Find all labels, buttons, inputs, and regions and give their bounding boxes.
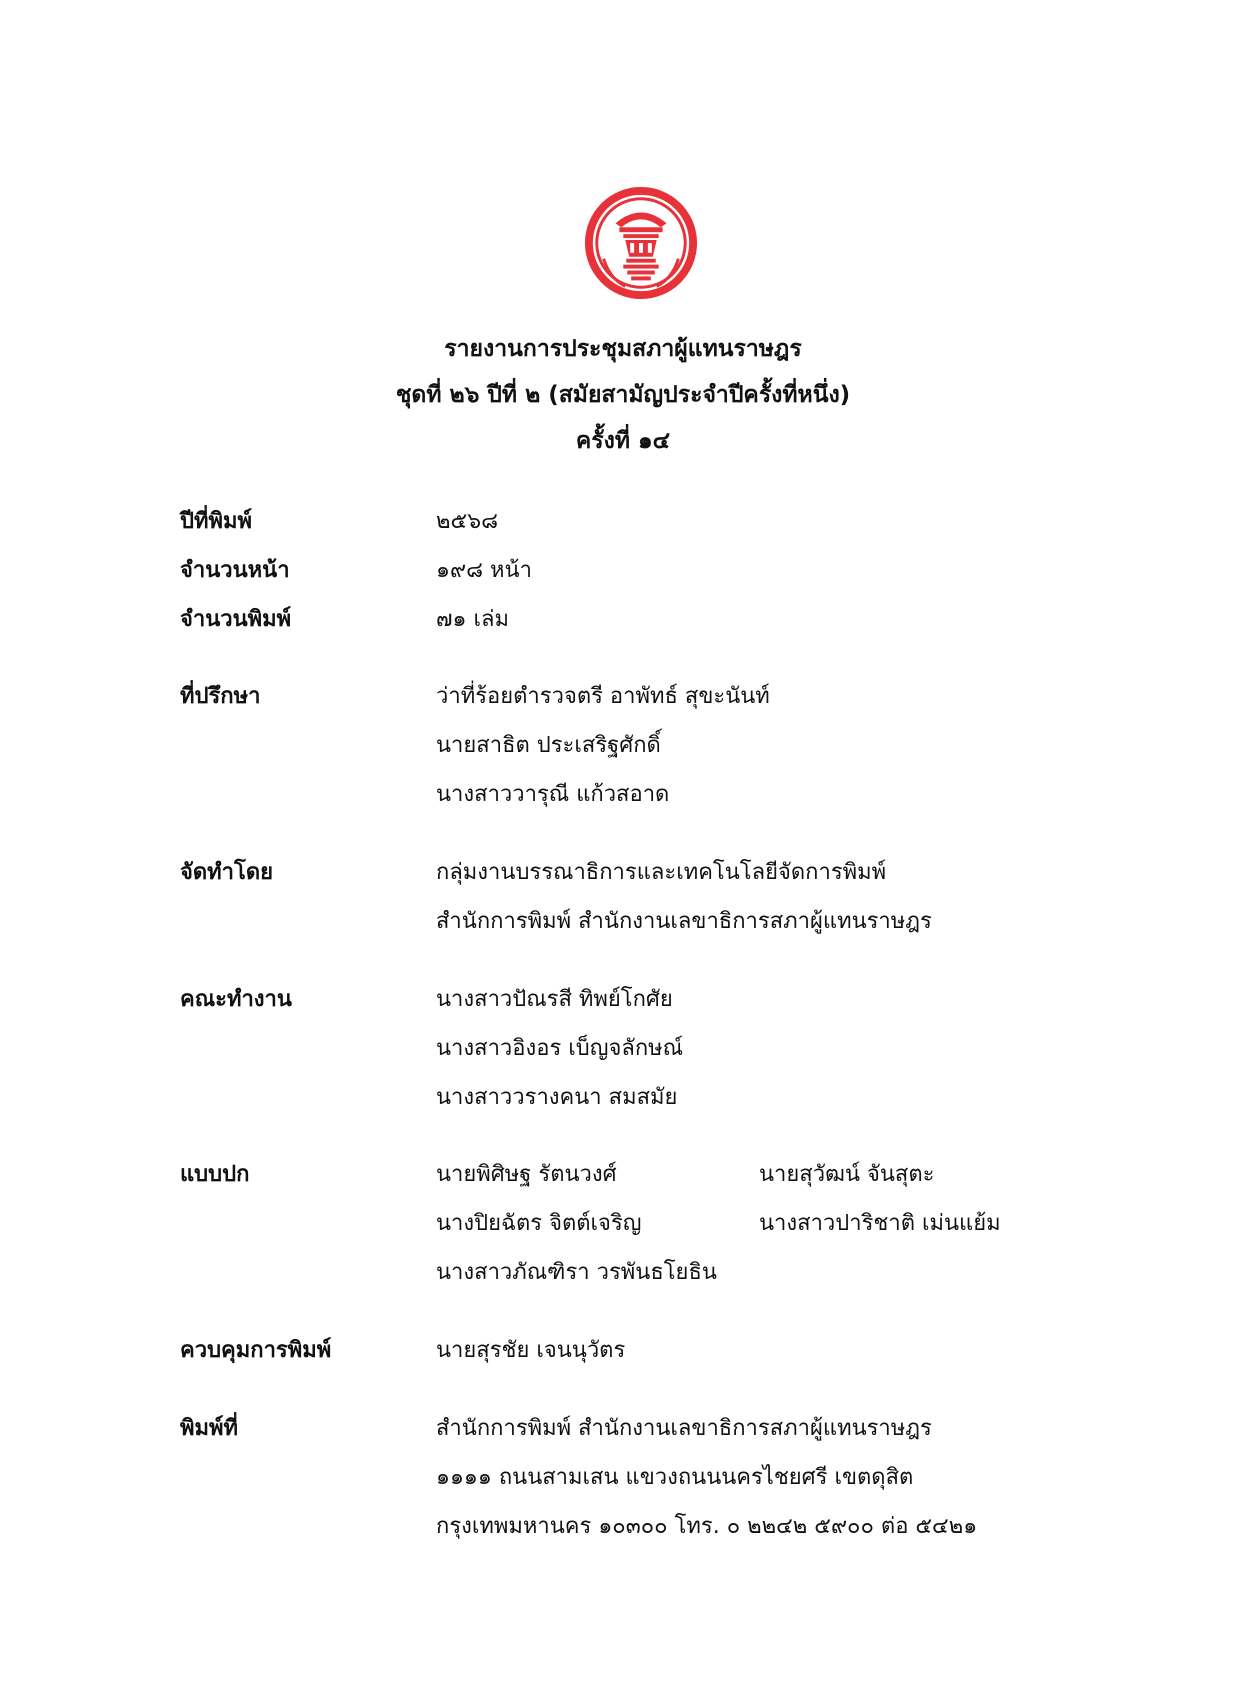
team-member-name: นางสาวปัณรสี ทิพย์โกศัย [436, 987, 673, 1012]
year-label: ปีที่พิมพ์ [180, 509, 252, 534]
prepared-by-line: กลุ่มงานบรรณาธิการและเทคโนโลยีจัดการพิมพ์ [436, 860, 887, 885]
pages-value: ๑๙๘ หน้า [436, 558, 532, 583]
advisor-name: นายสาธิต ประเสริฐศักดิ์ [436, 733, 661, 758]
year-value: ๒๕๖๘ [436, 509, 499, 534]
cover-designer-name: นางสาวภัณฑิรา วรพันธโยธิน [436, 1260, 717, 1285]
print-control-label: ควบคุมการพิมพ์ [180, 1338, 332, 1363]
printed-at-line: กรุงเทพมหานคร ๑๐๓๐๐ โทร. ๐ ๒๒๔๒ ๕๙๐๐ ต่อ ๕๔๒๑ [436, 1514, 978, 1539]
title-line-3: ครั้งที่ ๑๔ [575, 428, 671, 454]
print-control-value: นายสุรชัย เจนนุวัตร [436, 1338, 626, 1363]
title-line-2: ชุดที่ ๒๖ ปีที่ ๒ (สมัยสามัญประจำปีครั้งที่หนึ่ง) [395, 382, 851, 408]
team-member-name: นางสาวอิงอร เบ็ญจลักษณ์ [436, 1036, 684, 1061]
cover-designer-name: นายสุวัฒน์ จันสุตะ [759, 1162, 935, 1187]
team-member-name: นางสาววรางคนา สมสมัย [436, 1085, 678, 1110]
cover-design-label: แบบปก [180, 1162, 250, 1187]
cover-designer-name: นายพิศิษฐ รัตนวงศ์ [436, 1162, 617, 1187]
report-title [0, 326, 1246, 464]
advisor-name: นางสาววารุณี แก้วสอาด [436, 782, 670, 807]
copies-value: ๗๑ เล่ม [436, 607, 510, 632]
printed-at-line: สำนักการพิมพ์ สำนักงานเลขาธิการสภาผู้แทนราษฎร [436, 1416, 932, 1441]
prepared-by-line: สำนักการพิมพ์ สำนักงานเลขาธิการสภาผู้แทนราษฎร [436, 909, 932, 934]
cover-designer-name: นางปิยฉัตร จิตต์เจริญ [436, 1211, 642, 1236]
printed-at-line: ๑๑๑๑ ถนนสามเสน แขวงถนนนครไชยศรี เขตดุสิต [436, 1465, 914, 1490]
working-team-label: คณะทำงาน [180, 987, 292, 1012]
prepared-by-label: จัดทำโดย [180, 860, 274, 885]
parliament-emblem-icon [582, 184, 700, 302]
title-line-1: รายงานการประชุมสภาผู้แทนราษฎร [444, 336, 802, 362]
cover-designer-name: นางสาวปาริชาติ เม่นแย้ม [759, 1211, 1001, 1236]
pages-label: จำนวนหน้า [180, 558, 290, 583]
advisor-name: ว่าที่ร้อยตำรวจตรี อาพัทธ์ สุขะนันท์ [436, 684, 770, 709]
copies-label: จำนวนพิมพ์ [180, 607, 292, 632]
printed-at-label: พิมพ์ที่ [180, 1416, 239, 1441]
advisors-label: ที่ปรึกษา [180, 684, 261, 709]
